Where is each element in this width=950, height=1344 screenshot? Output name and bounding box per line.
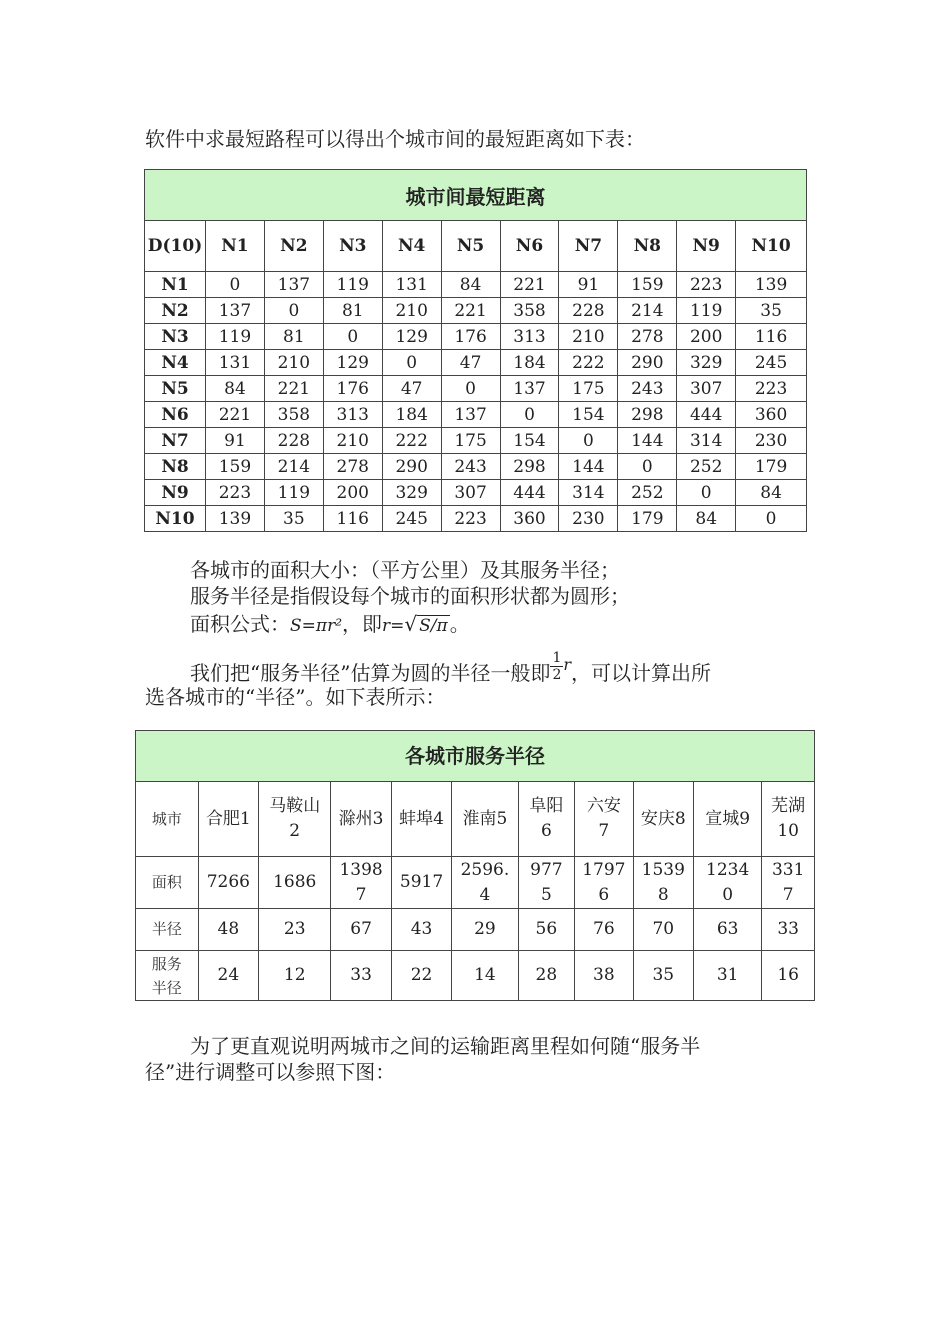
- distance-cell: 184: [382, 402, 441, 428]
- distance-col-header: N4: [382, 221, 441, 272]
- distance-cell: 298: [500, 454, 559, 480]
- distance-cell: 0: [736, 506, 807, 532]
- area-desc-line2: 服务半径是指假设每个城市的面积形状都为圆形；: [190, 584, 630, 608]
- radius-cell: 43: [391, 909, 451, 951]
- area-cell: 13987: [331, 857, 391, 909]
- distance-cell: 47: [441, 350, 500, 376]
- distance-row-header: N2: [145, 298, 206, 324]
- distance-cell: 81: [323, 298, 382, 324]
- distance-cell: 81: [264, 324, 323, 350]
- distance-cell: 137: [206, 298, 265, 324]
- distance-row-header: N1: [145, 272, 206, 298]
- service-cell: 12: [259, 951, 331, 1001]
- table-row: [145, 480, 807, 506]
- distance-cell: 137: [264, 272, 323, 298]
- distance-cell: 159: [618, 272, 677, 298]
- radius-desc-line2: 选各城市的“半径”。如下表所示：: [145, 685, 446, 709]
- distance-cell: 290: [382, 454, 441, 480]
- distance-cell: 0: [441, 376, 500, 402]
- city-cell: 六安7: [575, 782, 633, 857]
- distance-cell: 0: [323, 324, 382, 350]
- city-cell: 淮南5: [452, 782, 518, 857]
- distance-cell: 119: [323, 272, 382, 298]
- table-row: [145, 454, 807, 480]
- service-cell: 22: [391, 951, 451, 1001]
- intro-text: 软件中求最短路程可以得出个城市间的最短距离如下表：: [145, 127, 645, 151]
- distance-cell: 444: [677, 402, 736, 428]
- area-cell: 2596.4: [452, 857, 518, 909]
- area-formula-line: 面积公式：S=πr²，即r=√ S/π 。: [190, 612, 470, 636]
- service-cell: 31: [694, 951, 762, 1001]
- distance-cell: 313: [323, 402, 382, 428]
- distance-row-header: N7: [145, 428, 206, 454]
- row-label-service: 服务半径: [136, 951, 199, 1001]
- distance-col-header: N3: [323, 221, 382, 272]
- radius-cell: 67: [331, 909, 391, 951]
- table-row: [145, 324, 807, 350]
- distance-cell: 314: [677, 428, 736, 454]
- distance-row-header: N5: [145, 376, 206, 402]
- city-cell: 阜阳6: [518, 782, 575, 857]
- table-row: [145, 376, 807, 402]
- distance-cell: 0: [382, 350, 441, 376]
- distance-col-header: N10: [736, 221, 807, 272]
- distance-cell: 84: [441, 272, 500, 298]
- distance-cell: 35: [264, 506, 323, 532]
- distance-row-header: N6: [145, 402, 206, 428]
- city-cell: 安庆8: [633, 782, 693, 857]
- radius-cell: 76: [575, 909, 633, 951]
- service-table-title: 各城市服务半径: [136, 731, 815, 782]
- city-cell: 芜湖10: [762, 782, 815, 857]
- city-cell: 滁州3: [331, 782, 391, 857]
- distance-row-header: N3: [145, 324, 206, 350]
- distance-row-header: N8: [145, 454, 206, 480]
- distance-col-header: N6: [500, 221, 559, 272]
- distance-cell: 175: [559, 376, 618, 402]
- distance-cell: 230: [559, 506, 618, 532]
- radius-cell: 70: [633, 909, 693, 951]
- distance-cell: 228: [264, 428, 323, 454]
- distance-cell: 252: [618, 480, 677, 506]
- distance-cell: 119: [677, 298, 736, 324]
- distance-cell: 360: [500, 506, 559, 532]
- distance-cell: 298: [618, 402, 677, 428]
- distance-cell: 184: [500, 350, 559, 376]
- distance-cell: 329: [382, 480, 441, 506]
- distance-cell: 221: [206, 402, 265, 428]
- distance-cell: 221: [264, 376, 323, 402]
- distance-cell: 35: [736, 298, 807, 324]
- distance-table: [144, 169, 807, 532]
- distance-cell: 245: [382, 506, 441, 532]
- distance-cell: 0: [500, 402, 559, 428]
- radius-cell: 56: [518, 909, 575, 951]
- distance-cell: 210: [382, 298, 441, 324]
- distance-col-header: N7: [559, 221, 618, 272]
- distance-cell: 84: [736, 480, 807, 506]
- distance-cell: 116: [736, 324, 807, 350]
- distance-cell: 200: [323, 480, 382, 506]
- distance-cell: 223: [677, 272, 736, 298]
- table-row: [145, 272, 807, 298]
- distance-cell: 243: [441, 454, 500, 480]
- half-fraction: $\frac{1}{2}$: [552, 650, 562, 683]
- distance-cell: 119: [264, 480, 323, 506]
- row-label-area: 面积: [136, 857, 199, 909]
- distance-cell: 278: [323, 454, 382, 480]
- distance-cell: 144: [559, 454, 618, 480]
- distance-cell: 221: [441, 298, 500, 324]
- radius-desc-line1: 我们把“服务半径”估算为圆的半径一般即 $\frac{1}{2}^r$，可以计算出所: [190, 650, 712, 685]
- distance-cell: 139: [736, 272, 807, 298]
- service-cell: 28: [518, 951, 575, 1001]
- area-cell: 12340: [694, 857, 762, 909]
- service-cell: 38: [575, 951, 633, 1001]
- service-table-city-row: [136, 782, 815, 857]
- distance-cell: 116: [323, 506, 382, 532]
- distance-cell: 176: [323, 376, 382, 402]
- distance-row-header: N10: [145, 506, 206, 532]
- distance-col-header: N1: [206, 221, 265, 272]
- distance-col-header: N5: [441, 221, 500, 272]
- distance-cell: 139: [206, 506, 265, 532]
- service-table-service-row: [136, 951, 815, 1001]
- distance-cell: 179: [618, 506, 677, 532]
- distance-cell: 222: [382, 428, 441, 454]
- distance-cell: 214: [264, 454, 323, 480]
- service-cell: 33: [331, 951, 391, 1001]
- distance-cell: 176: [441, 324, 500, 350]
- area-cell: 5917: [391, 857, 451, 909]
- distance-cell: 0: [559, 428, 618, 454]
- table-row: [145, 506, 807, 532]
- distance-cell: 252: [677, 454, 736, 480]
- table-row: [145, 428, 807, 454]
- distance-cell: 210: [264, 350, 323, 376]
- radius-cell: 29: [452, 909, 518, 951]
- row-label-radius: 半径: [136, 909, 199, 951]
- distance-cell: 84: [206, 376, 265, 402]
- distance-cell: 200: [677, 324, 736, 350]
- distance-cell: 210: [559, 324, 618, 350]
- distance-cell: 154: [559, 402, 618, 428]
- service-cell: 16: [762, 951, 815, 1001]
- distance-cell: 210: [323, 428, 382, 454]
- distance-row-header: N4: [145, 350, 206, 376]
- service-cell: 35: [633, 951, 693, 1001]
- figure-intro-line2: 径”进行调整可以参照下图：: [145, 1060, 396, 1084]
- distance-cell: 47: [382, 376, 441, 402]
- distance-cell: 175: [441, 428, 500, 454]
- distance-cell: 137: [441, 402, 500, 428]
- distance-cell: 0: [618, 454, 677, 480]
- area-cell: 7266: [198, 857, 258, 909]
- distance-cell: 223: [441, 506, 500, 532]
- radius-cell: 23: [259, 909, 331, 951]
- area-cell: 17976: [575, 857, 633, 909]
- city-cell: 宣城9: [694, 782, 762, 857]
- distance-cell: 129: [323, 350, 382, 376]
- distance-cell: 329: [677, 350, 736, 376]
- distance-col-header: N8: [618, 221, 677, 272]
- distance-cell: 144: [618, 428, 677, 454]
- distance-table-header: [145, 221, 807, 272]
- distance-cell: 131: [382, 272, 441, 298]
- radius-cell: 33: [762, 909, 815, 951]
- radius-cell: 48: [198, 909, 258, 951]
- distance-cell: 228: [559, 298, 618, 324]
- table-row: [145, 402, 807, 428]
- distance-cell: 230: [736, 428, 807, 454]
- distance-cell: 129: [382, 324, 441, 350]
- distance-cell: 0: [677, 480, 736, 506]
- distance-cell: 223: [736, 376, 807, 402]
- area-formula: S=πr²: [290, 616, 343, 636]
- distance-cell: 358: [264, 402, 323, 428]
- distance-cell: 0: [206, 272, 265, 298]
- area-cell: 1686: [259, 857, 331, 909]
- distance-cell: 290: [618, 350, 677, 376]
- radius-cell: 63: [694, 909, 762, 951]
- area-cell: 15398: [633, 857, 693, 909]
- city-cell: 马鞍山2: [259, 782, 331, 857]
- distance-cell: 358: [500, 298, 559, 324]
- table-row: [145, 298, 807, 324]
- distance-cell: 314: [559, 480, 618, 506]
- service-radius-table: [135, 730, 815, 1001]
- distance-col-header: N9: [677, 221, 736, 272]
- area-cell: 9775: [518, 857, 575, 909]
- service-cell: 24: [198, 951, 258, 1001]
- area-desc-line1: 各城市的面积大小：（平方公里）及其服务半径；: [190, 558, 620, 582]
- distance-cell: 307: [441, 480, 500, 506]
- distance-cell: 313: [500, 324, 559, 350]
- distance-cell: 137: [500, 376, 559, 402]
- distance-cell: 278: [618, 324, 677, 350]
- distance-cell: 223: [206, 480, 265, 506]
- distance-cell: 91: [559, 272, 618, 298]
- distance-cell: 84: [677, 506, 736, 532]
- distance-cell: 0: [264, 298, 323, 324]
- distance-cell: 245: [736, 350, 807, 376]
- distance-cell: 444: [500, 480, 559, 506]
- distance-cell: 307: [677, 376, 736, 402]
- distance-cell: 179: [736, 454, 807, 480]
- table-row: [145, 350, 807, 376]
- distance-row-header: N9: [145, 480, 206, 506]
- distance-cell: 214: [618, 298, 677, 324]
- distance-cell: 222: [559, 350, 618, 376]
- figure-intro-line1: 为了更直观说明两城市之间的运输距离里程如何随“服务半: [190, 1034, 701, 1058]
- distance-cell: 243: [618, 376, 677, 402]
- service-cell: 14: [452, 951, 518, 1001]
- distance-table-corner: D(10): [145, 221, 206, 272]
- row-label-city: 城市: [136, 782, 199, 857]
- distance-col-header: N2: [264, 221, 323, 272]
- distance-cell: 221: [500, 272, 559, 298]
- distance-cell: 131: [206, 350, 265, 376]
- distance-cell: 154: [500, 428, 559, 454]
- distance-table-title: 城市间最短距离: [145, 170, 807, 221]
- distance-cell: 91: [206, 428, 265, 454]
- city-cell: 蚌埠4: [391, 782, 451, 857]
- distance-cell: 159: [206, 454, 265, 480]
- city-cell: 合肥1: [198, 782, 258, 857]
- area-cell: 3317: [762, 857, 815, 909]
- distance-cell: 360: [736, 402, 807, 428]
- sqrt-formula: S/π: [419, 616, 448, 636]
- distance-cell: 119: [206, 324, 265, 350]
- service-table-radius-row: [136, 909, 815, 951]
- service-table-area-row: [136, 857, 815, 909]
